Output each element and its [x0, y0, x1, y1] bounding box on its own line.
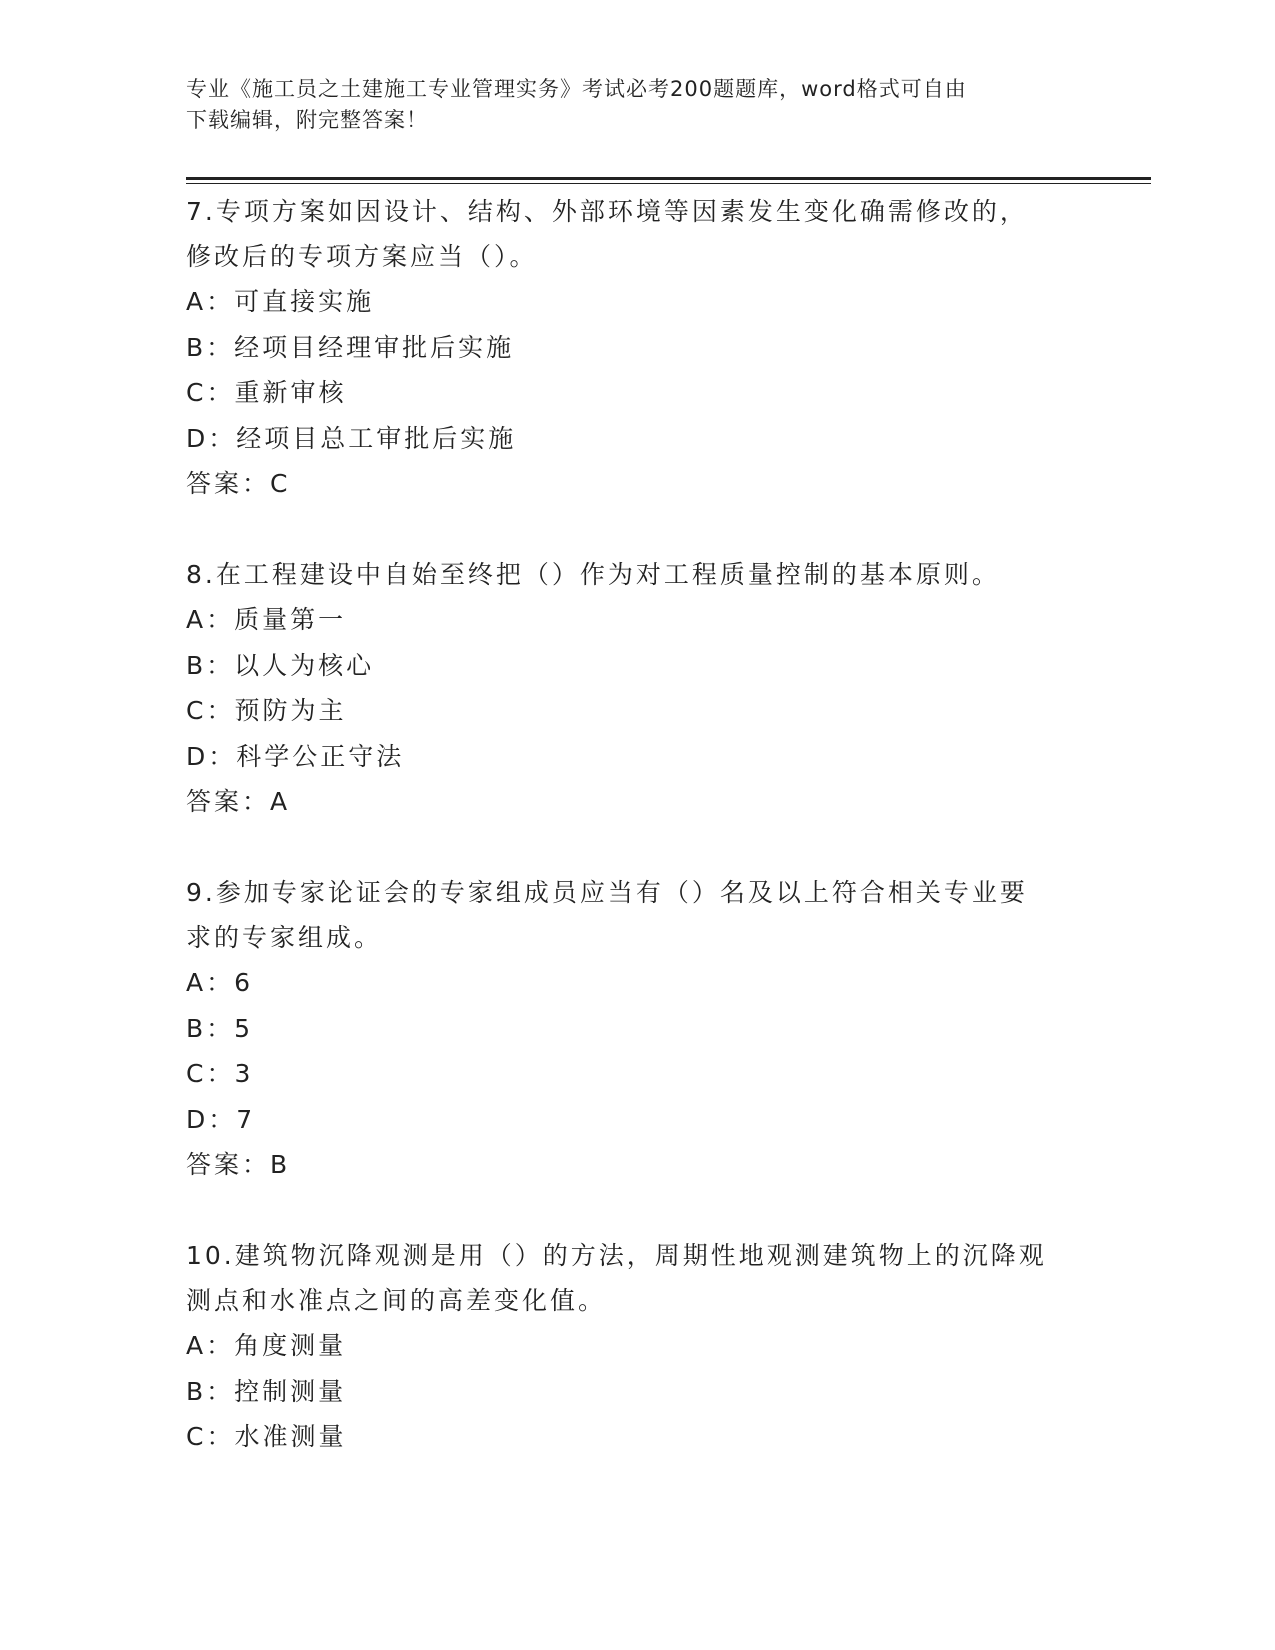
question-9 [186, 870, 1086, 1187]
option-b: B：经项目经理审批后实施 [186, 332, 515, 362]
question-text: 修改后的专项方案应当（）。 [186, 242, 538, 271]
answer-line: 答案：A [186, 787, 291, 816]
option-a: A：角度测量 [186, 1331, 347, 1360]
header-line-2: 下载编辑，附完整答案！ [186, 108, 428, 132]
option-c: C：重新审核 [186, 378, 347, 407]
answer-line: 答案：B [186, 1150, 291, 1179]
option-d: D：科学公正守法 [186, 741, 405, 771]
option-a: A：6 [186, 968, 254, 997]
option-b: B：以人为核心 [186, 650, 375, 680]
question-10 [186, 1233, 1086, 1460]
option-b: B：控制测量 [186, 1376, 347, 1406]
option-c: C：预防为主 [186, 696, 347, 725]
option-b: B：5 [186, 1013, 254, 1043]
header-divider-thick [186, 177, 1151, 180]
option-c: C：3 [186, 1059, 254, 1088]
question-7 [186, 189, 1086, 506]
header-line-1: 专业《施工员之土建施工专业管理实务》考试必考200题题库，word格式可自由 [186, 77, 967, 101]
option-c: C：水准测量 [186, 1422, 347, 1451]
question-text: 10.建筑物沉降观测是用（）的方法，周期性地观测建筑物上的沉降观 [186, 1241, 1047, 1270]
option-a: A：质量第一 [186, 605, 347, 634]
question-text: 9.参加专家论证会的专家组成员应当有（）名及以上符合相关专业要 [186, 878, 1028, 907]
question-text: 求的专家组成。 [186, 923, 383, 952]
document-header [186, 74, 1066, 136]
question-8 [186, 552, 1086, 824]
question-text: 7.专项方案如因设计、结构、外部环境等因素发生变化确需修改的， [186, 197, 1028, 226]
answer-line: 答案：C [186, 469, 291, 498]
question-list [186, 189, 1086, 1506]
option-d: D：经项目总工审批后实施 [186, 423, 517, 453]
question-text: 测点和水准点之间的高差变化值。 [186, 1286, 607, 1315]
option-a: A：可直接实施 [186, 287, 375, 316]
question-text: 8.在工程建设中自始至终把（）作为对工程质量控制的基本原则。 [186, 560, 1000, 589]
header-divider-thin [186, 183, 1151, 184]
option-d: D：7 [186, 1104, 256, 1134]
